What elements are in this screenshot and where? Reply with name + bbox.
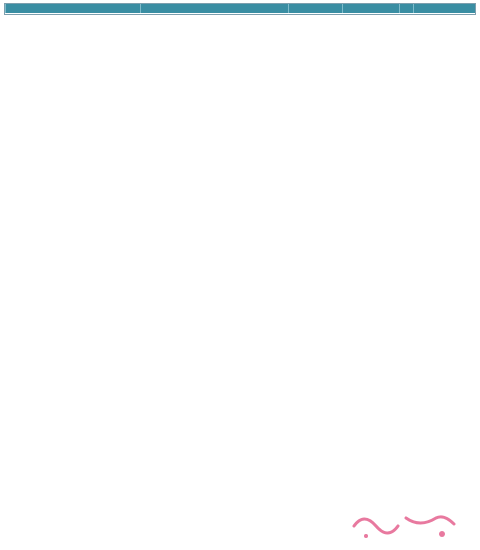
table-header [5, 4, 475, 14]
candidates-table [4, 3, 476, 15]
header-age [399, 4, 413, 13]
header-notes [5, 4, 140, 13]
watermark-logo [346, 504, 466, 544]
header-education [342, 4, 400, 13]
header-name [413, 4, 475, 13]
header-party [288, 4, 342, 13]
header-record [140, 4, 287, 13]
